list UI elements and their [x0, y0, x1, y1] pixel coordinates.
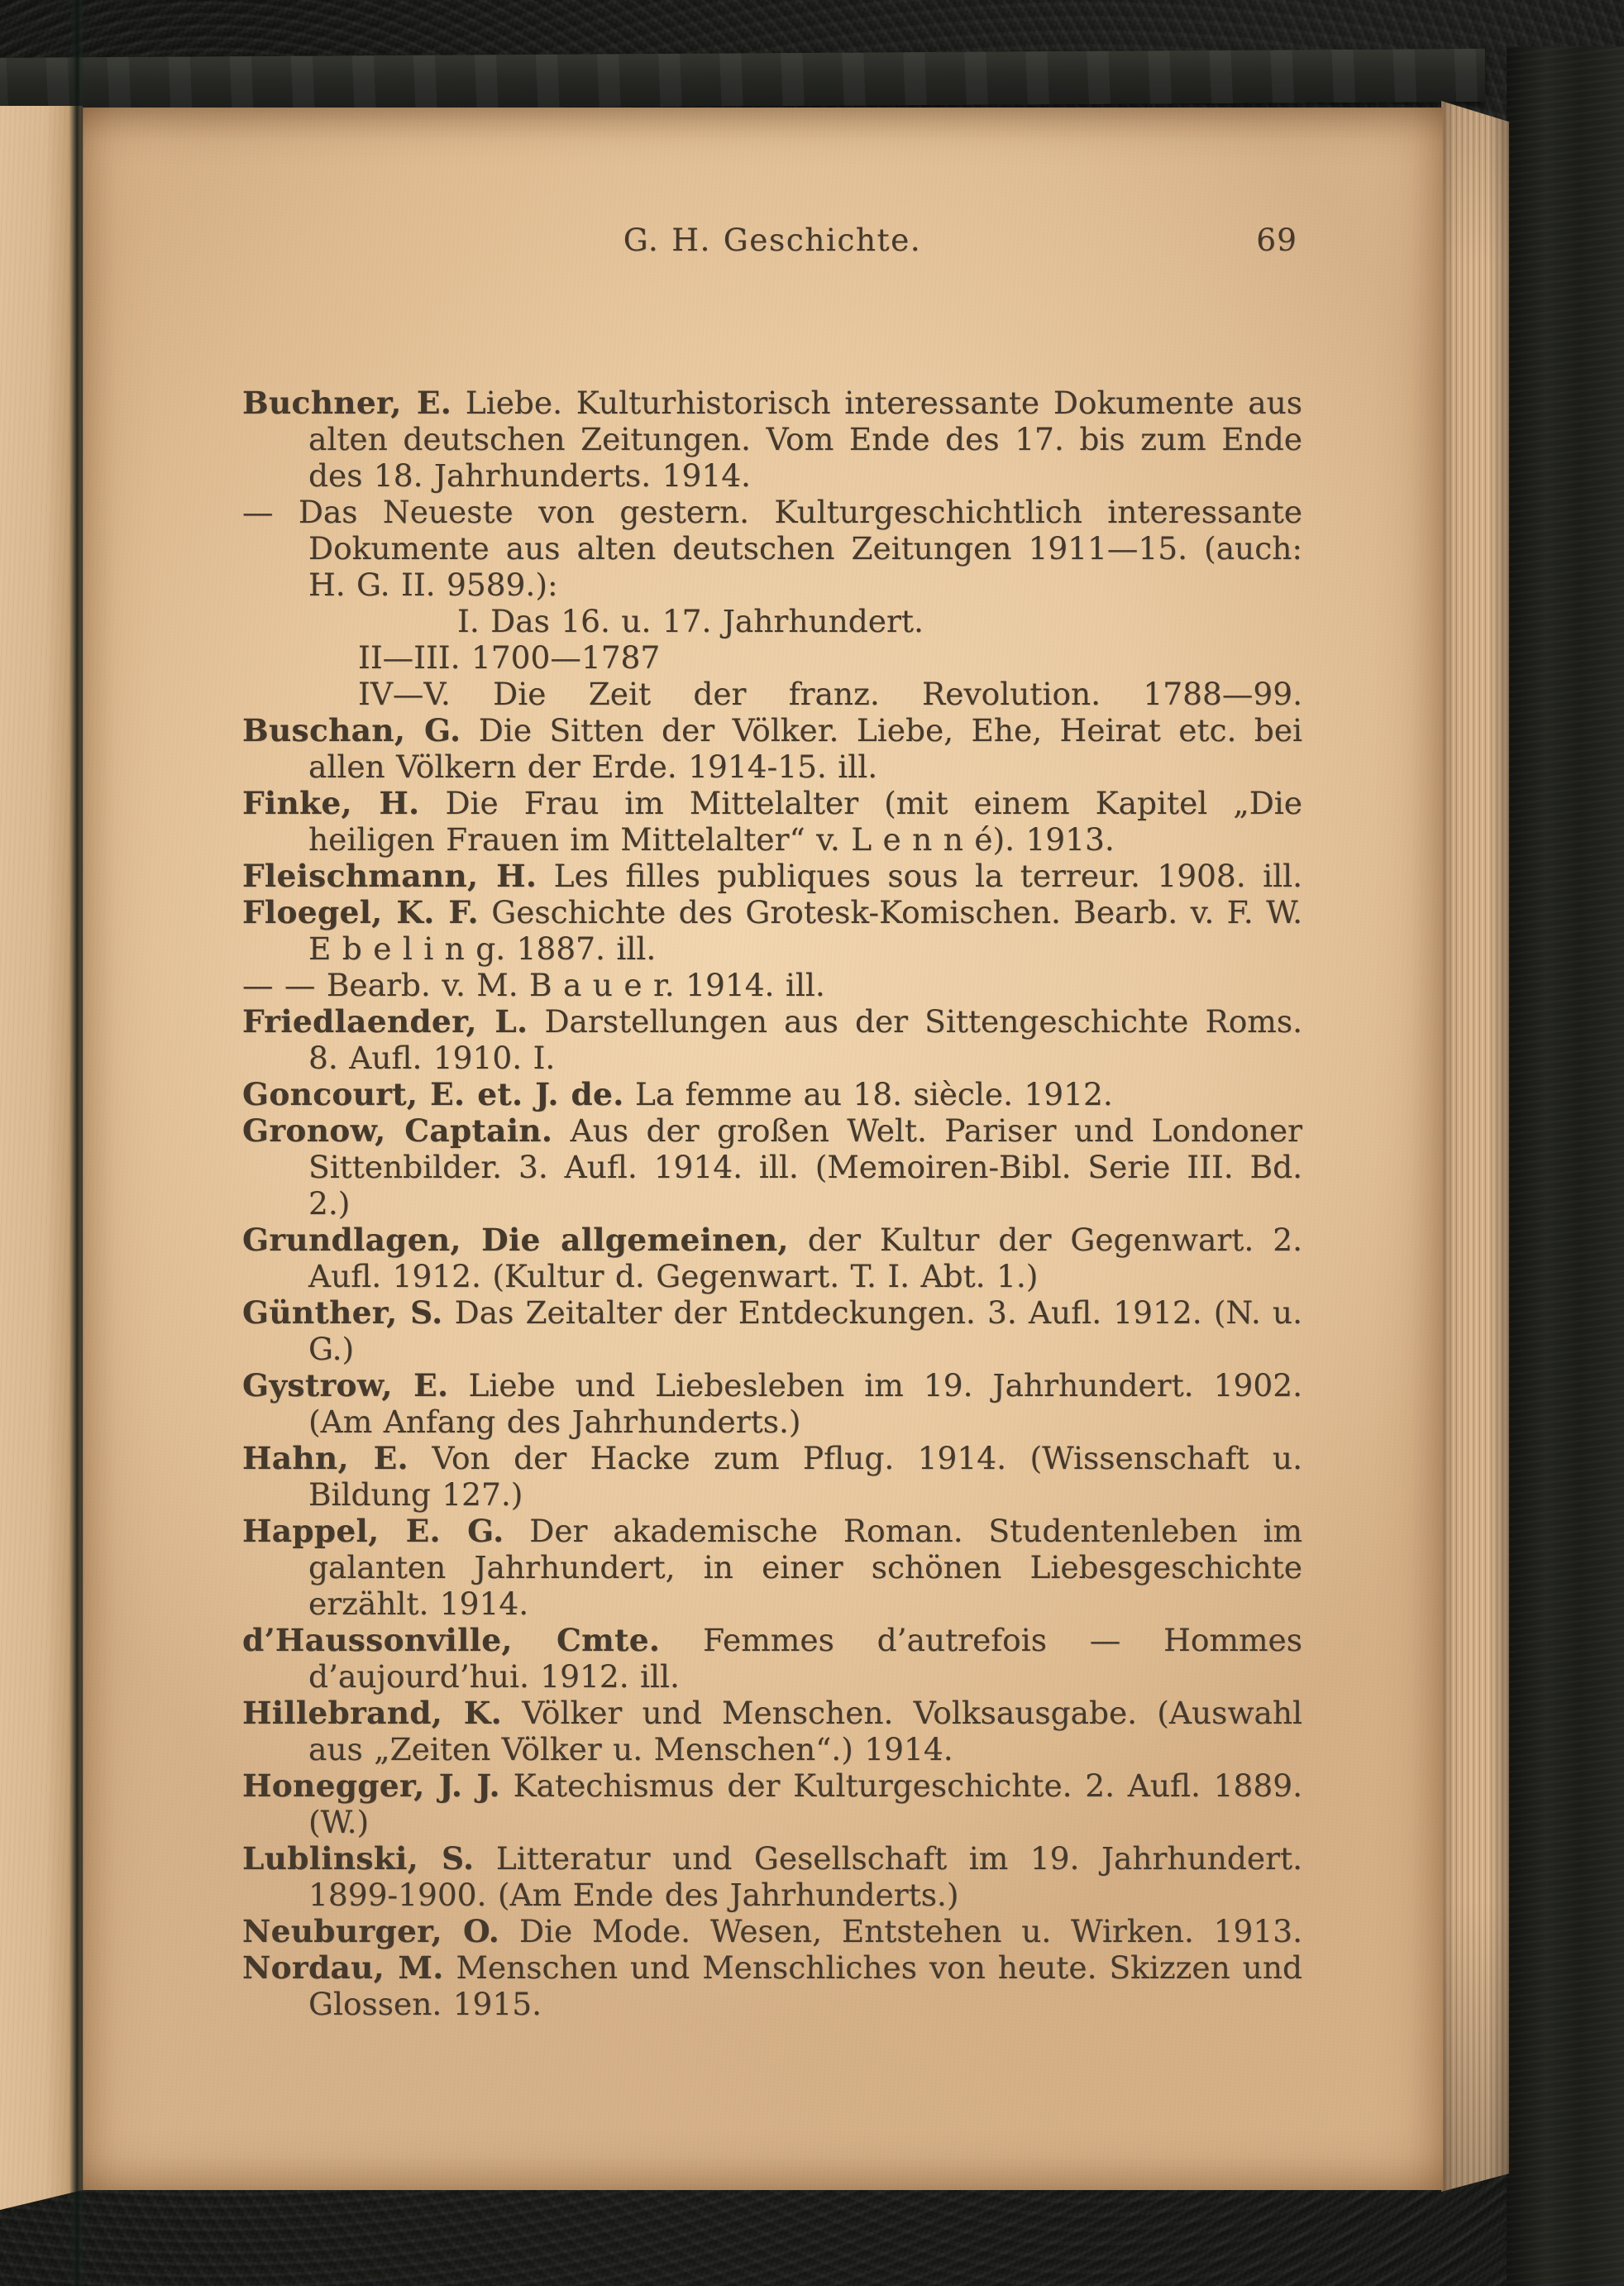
bibliography-entry	[242, 1112, 1302, 1222]
entry-author: Floegel, K. F.	[242, 894, 479, 930]
bibliography-entry	[242, 639, 1302, 676]
entry-author: Goncourt, E. et. J. de.	[242, 1076, 624, 1112]
entry-author: Grundlagen, Die allgemeinen,	[242, 1222, 789, 1258]
entry-text: Das Zeitalter der Entdeckungen. 3. Aufl. 1912. (N. u. G.)	[308, 1294, 1302, 1367]
bibliography-entry	[242, 1622, 1302, 1695]
page-text-area	[242, 222, 1302, 2022]
bibliography-entry	[242, 1222, 1302, 1294]
entry-text: Menschen und Menschliches von heute. Skizzen und Glossen. 1915.	[308, 1949, 1302, 2022]
entry-text: I. Das 16. u. 17. Jahrhundert.	[457, 603, 924, 639]
page-gutter-line	[69, 0, 84, 2286]
bibliography-entry	[242, 1840, 1302, 1913]
bibliography-entry	[242, 1076, 1302, 1112]
bibliography-entry	[242, 1767, 1302, 1840]
section-title: G. H. Geschichte.	[623, 222, 922, 258]
entry-author: Fleischmann, H.	[242, 858, 537, 894]
book-fore-edge	[1441, 101, 1509, 2192]
entry-text: Völker und Menschen. Volksausgabe. (Auswahl aus „Zeiten Völker u. Menschen“.) 1914.	[308, 1695, 1303, 1767]
running-head	[242, 222, 1302, 258]
page-number: 69	[1256, 222, 1297, 258]
entry-text: Les filles publiques sous la terreur. 1908. ill.	[537, 858, 1302, 894]
entry-text: IV—V. Die Zeit der franz. Revolution. 1788—99.	[358, 676, 1302, 712]
bibliography-entry	[242, 676, 1302, 712]
entry-author: d’Haussonville, Cmte.	[242, 1622, 661, 1658]
entry-author: Hillebrand, K.	[242, 1695, 503, 1731]
bibliography-entry	[242, 1695, 1302, 1767]
bibliography-entry	[242, 494, 1302, 603]
entry-author: Honegger, J. J.	[242, 1767, 500, 1804]
entry-author: Happel, E. G.	[242, 1513, 504, 1549]
bibliography-entry	[242, 1913, 1302, 1949]
bibliography-entry	[242, 1513, 1302, 1622]
entry-author: Neuburger, O.	[242, 1913, 500, 1949]
entry-text: Der akademische Roman. Studentenleben im galanten Jahrhundert, in einer schönen Liebesgeschichte erzählt. 1914.	[308, 1513, 1302, 1622]
entry-text: Aus der großen Welt. Pariser und Londoner Sittenbilder. 3. Aufl. 1914. ill. (Memoiren-Bibl. Serie III. Bd. 2.)	[308, 1112, 1302, 1222]
cover-board-edge	[1507, 46, 1624, 2286]
entry-author: Günther, S.	[242, 1294, 443, 1331]
entry-text: Katechismus der Kulturgeschichte. 2. Aufl. 1889. (W.)	[308, 1767, 1302, 1840]
entry-author: Gystrow, E.	[242, 1367, 449, 1404]
bibliography-entry	[242, 603, 1302, 639]
entry-text: Femmes d’autrefois — Hommes d’aujourd’hui. 1912. ill.	[308, 1622, 1302, 1695]
bibliography-entry	[242, 967, 1302, 1003]
bibliography-entry	[242, 712, 1302, 785]
bibliography-entry	[242, 785, 1302, 858]
scanned-page	[83, 108, 1443, 2190]
entry-author: Buchner, E.	[242, 385, 452, 421]
cover-top-edge-band	[0, 49, 1485, 111]
entry-author: Buschan, G.	[242, 712, 461, 748]
bibliography-entry	[242, 1440, 1302, 1513]
entry-author: Nordau, M.	[242, 1949, 444, 1986]
entry-text: Die Mode. Wesen, Entstehen u. Wirken. 1913.	[499, 1913, 1302, 1949]
entry-text: — Das Neueste von gestern. Kulturgeschichtlich interessante Dokumente aus alten deutschen Zeitungen 1911—15. (auch: H. G. II. 9589.):	[242, 494, 1302, 603]
entry-text: Liebe und Liebesleben im 19. Jahrhundert. 1902. (Am Anfang des Jahrhunderts.)	[308, 1367, 1302, 1440]
bibliography-entry	[242, 385, 1302, 494]
entry-author: Finke, H.	[242, 785, 420, 821]
bibliography-entry	[242, 1003, 1302, 1076]
entry-text: Die Frau im Mittelalter (mit einem Kapitel „Die heiligen Frauen im Mittelalter“ v. L e n n é). 1913.	[308, 785, 1302, 858]
entry-text: Darstellungen aus der Sittengeschichte Roms. 8. Aufl. 1910. I.	[308, 1003, 1303, 1076]
bibliography-entry	[242, 858, 1302, 894]
bibliography-entry	[242, 1367, 1302, 1440]
entry-author: Hahn, E.	[242, 1440, 408, 1476]
entry-author: Lublinski, S.	[242, 1840, 475, 1877]
entry-text: II—III. 1700—1787	[358, 639, 661, 676]
entries	[242, 385, 1302, 2022]
entry-text: — — Bearb. v. M. B a u e r. 1914. ill.	[242, 967, 825, 1003]
bibliography-entry	[242, 894, 1302, 967]
entry-text: der Kultur der Gegenwart. 2. Aufl. 1912. (Kultur d. Gegenwart. T. I. Abt. 1.)	[308, 1222, 1302, 1294]
entry-text: Liebe. Kulturhistorisch interessante Dokumente aus alten deutschen Zeitungen. Vom Ende des 17. bis zum Ende des 18. Jahrhunderts. 1914.	[308, 385, 1302, 494]
entry-text: Von der Hacke zum Pflug. 1914. (Wissenschaft u. Bildung 127.)	[308, 1440, 1302, 1513]
bibliography-entry	[242, 1294, 1302, 1367]
entry-text: Die Sitten der Völker. Liebe, Ehe, Heirat etc. bei allen Völkern der Erde. 1914-15. ill.	[308, 712, 1302, 785]
entry-text: La femme au 18. siècle. 1912.	[623, 1076, 1113, 1112]
entry-author: Gronow, Captain.	[242, 1112, 553, 1149]
entry-text: Litteratur und Gesellschaft im 19. Jahrhundert. 1899-1900. (Am Ende des Jahrhunderts.)	[308, 1840, 1302, 1913]
bibliography-entry	[242, 1949, 1302, 2022]
entry-text: Geschichte des Grotesk-Komischen. Bearb. v. F. W. E b e l i n g. 1887. ill.	[308, 894, 1302, 967]
entry-author: Friedlaender, L.	[242, 1003, 528, 1040]
